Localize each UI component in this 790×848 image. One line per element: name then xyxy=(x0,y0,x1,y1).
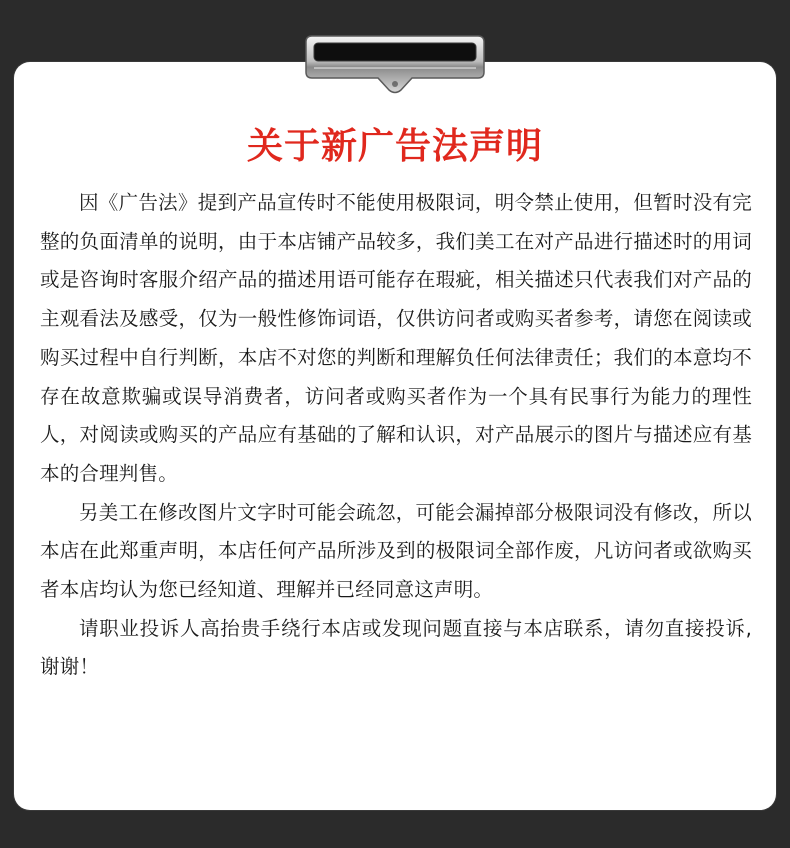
statement-paragraph: 请职业投诉人高抬贵手绕行本店或发现问题直接与本店联系，请勿直接投诉,谢谢！ xyxy=(40,616,752,679)
statement-body xyxy=(40,184,752,687)
clipboard-clip-icon xyxy=(300,34,490,96)
statement-paragraph: 因《广告法》提到产品宣传时不能使用极限词，明令禁止使用，但暂时没有完整的负面清单的说明，由于本店铺产品较多，我们美工在对产品进行描述时的用词或是咨询时客服介绍产品的描述用语可能存在瑕疵，相关描述只代表我们对产品的主观看法及感受，仅为一般性修饰词语，仅供访问者或购买者参考，请您在阅读或购买过程中自行判断，本店不对您的判断和理解负任何法律责任；我们的本意均不存在故意欺骗或误导消费者，访问者或购买者作为一个具有民事行为能力的理性人，对阅读或购买的产品应有基础的了解和认识，对产品展示的图片与描述应有基本的合理判售。 xyxy=(40,191,752,485)
page-title: 关于新广告法声明 xyxy=(246,126,543,167)
statement-paragraph: 另美工在修改图片文字时可能会疏忽，可能会漏掉部分极限词没有修改，所以本店在此郑重声明，本店任何产品所涉及到的极限词全部作废，凡访问者或欲购买者本店均认为您已经知道、理解并已经同意这声明。 xyxy=(40,500,752,602)
